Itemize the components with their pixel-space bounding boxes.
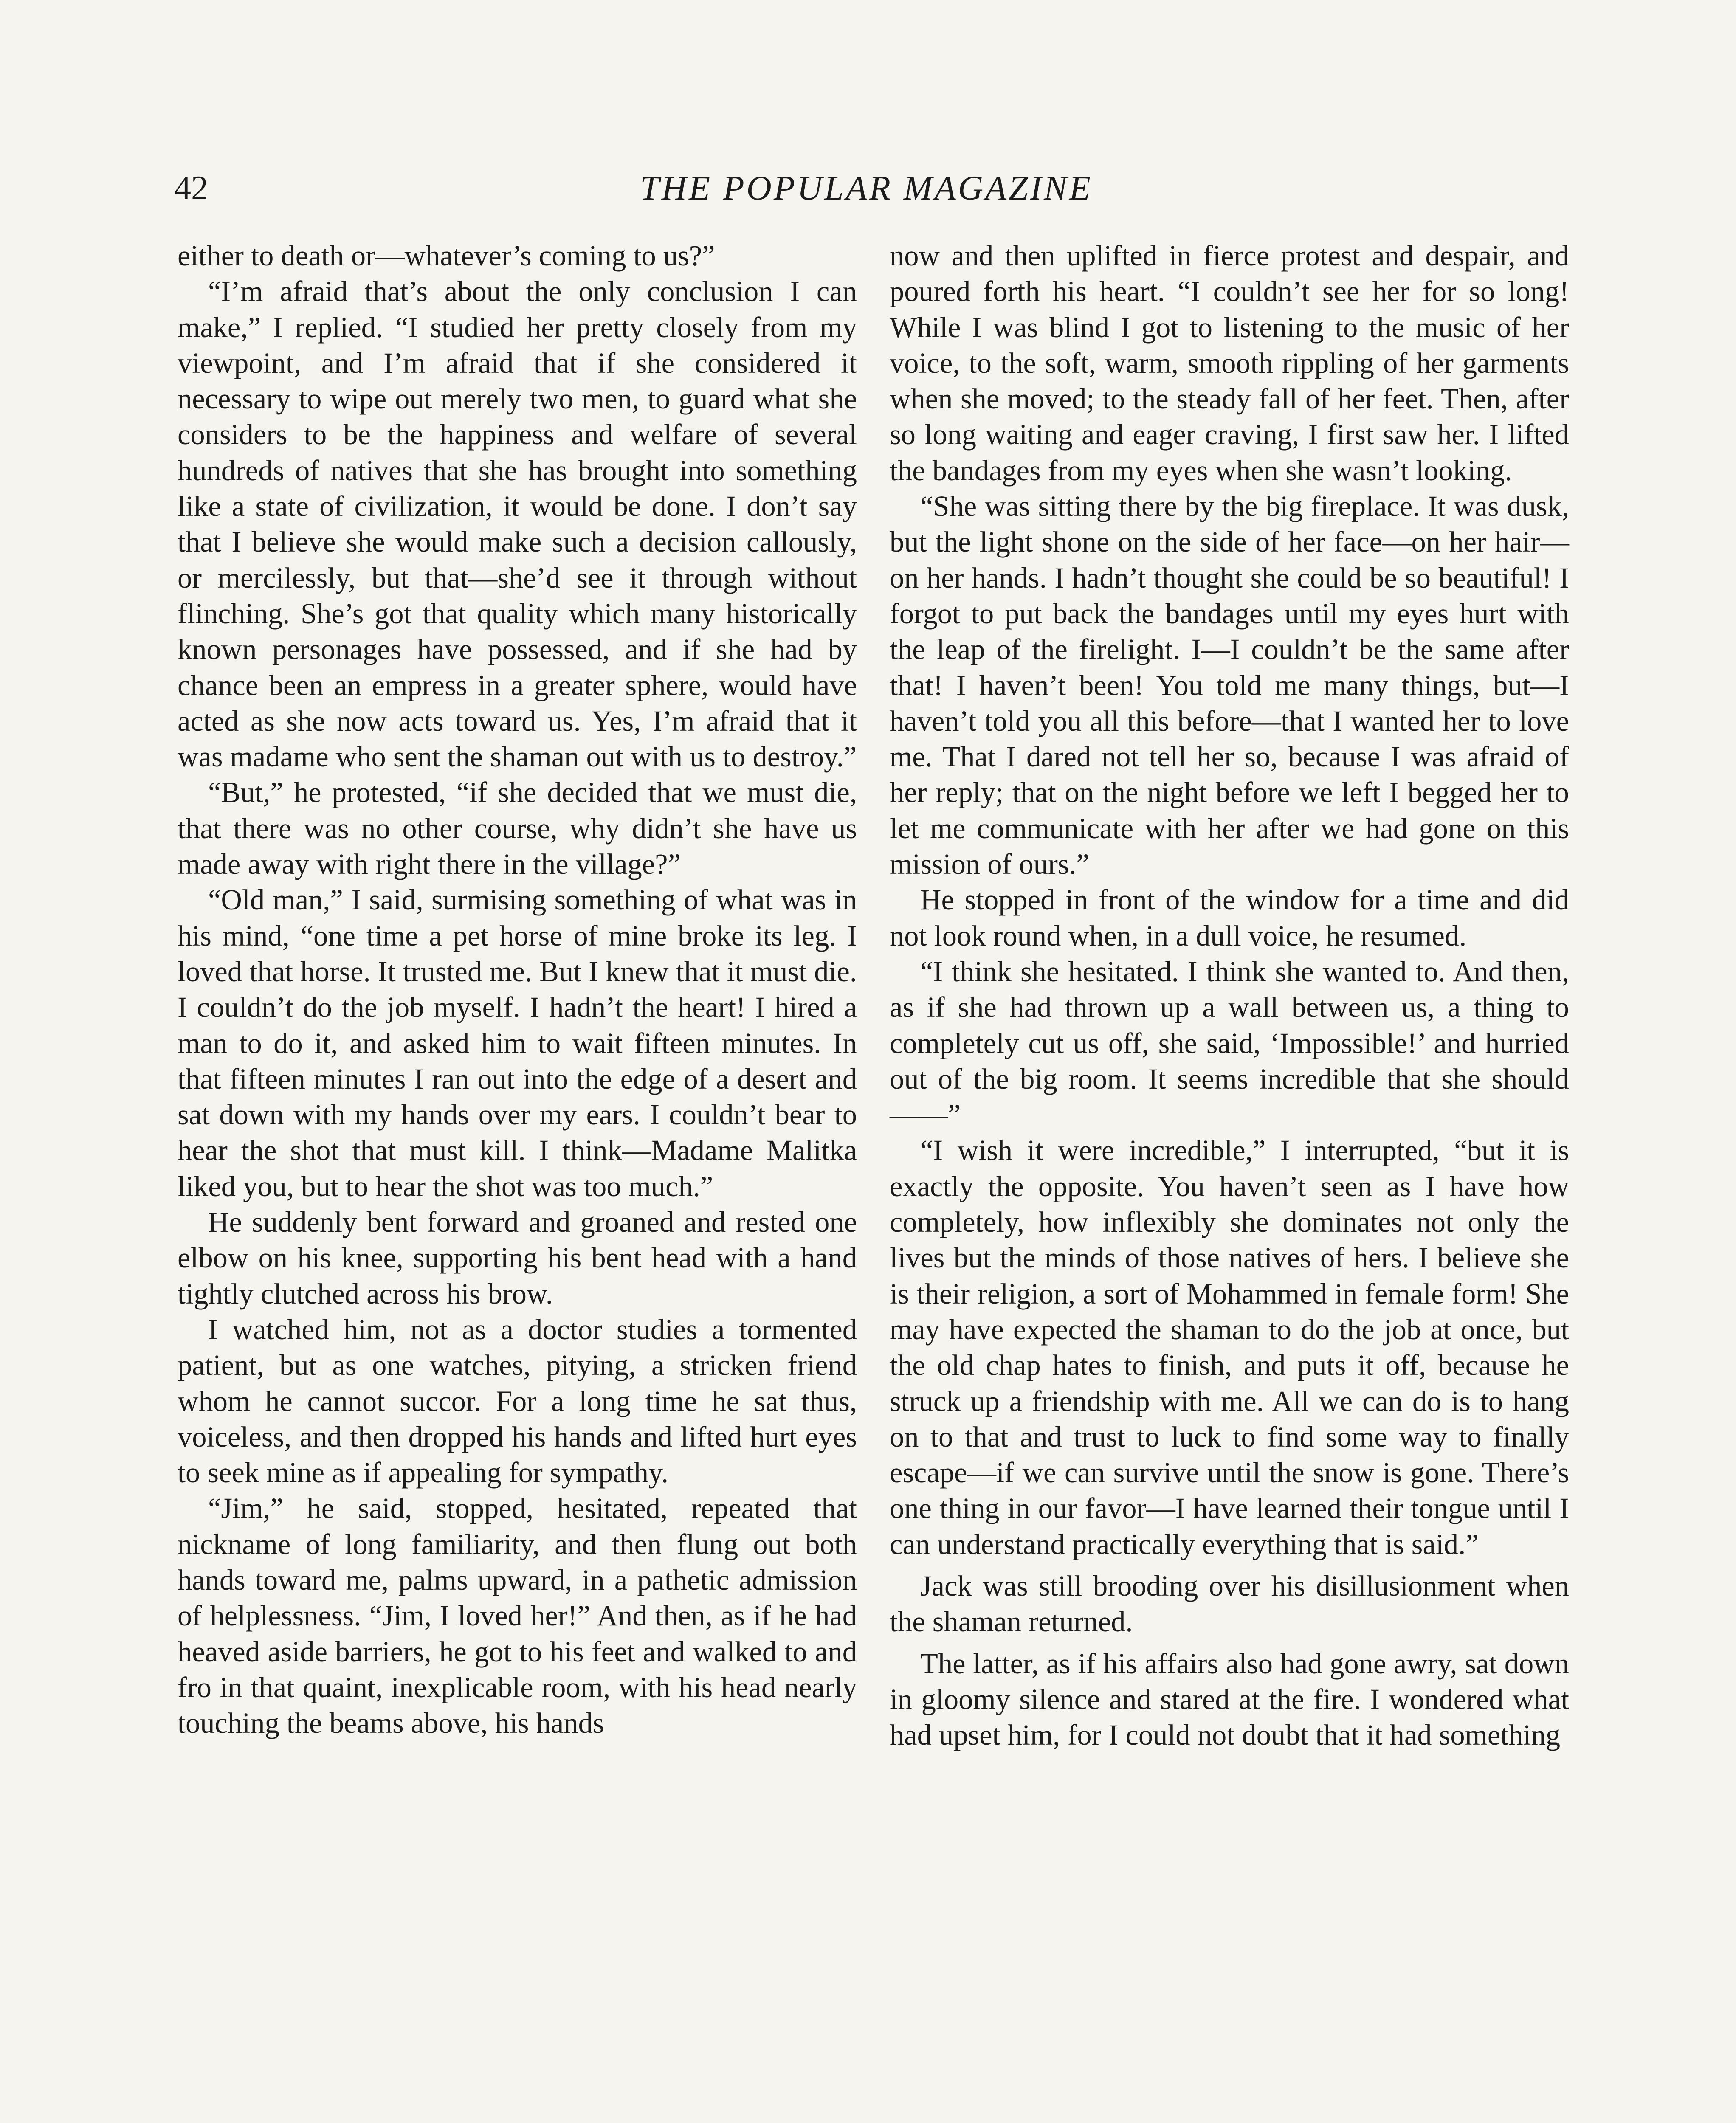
paragraph: Jack was still brooding over his disillusionment when the shaman returned. [890,1569,1569,1638]
right-column [890,238,1569,1753]
paragraph: now and then uplifted in fierce protest and despair, and poured forth his heart. “I couldn’t see her for so long! While I was blind I got to listening to the music of her voice, to the soft, warm, smooth rippling of her garments when she moved; to the steady fall of her feet. Then, after so long waiting and eager craving, I first saw her. I lifted the bandages from my eyes when she wasn’t looking. [890,239,1569,487]
paragraph: “She was sitting there by the big fireplace. It was dusk, but the light shone on the side of her face—on her hair—on her hands. I hadn’t thought she could be so beautiful! I forgot to put back the bandages until my eyes hurt with the leap of the firelight. I—I couldn’t be the same after that! I haven’t been! You told me many things, but—I haven’t told you all this before—that I wanted her to love me. That I dared not tell her so, because I was afraid of her reply; that on the night before we left I begged her to let me communicate with her after we had gone on this mission of ours.” [890,490,1569,881]
paragraph: either to death or—whatever’s coming to us?” [178,239,715,272]
page-number: 42 [174,169,208,207]
paragraph: He suddenly bent forward and groaned and rested one elbow on his knee, supporting his bent head with a hand tightly clutched across his brow. [178,1206,857,1310]
left-column [178,238,857,1741]
paragraph: “Jim,” he said, stopped, hesitated, repeated that nickname of long familiarity, and then flung out both hands toward me, palms upward, in a pathetic admission of helplessness. “Jim, I loved her!” And then, as if he had heaved aside barriers, he got to his feet and walked to and fro in that quaint, inexplicable room, with his head nearly touching the beams above, his hands [178,1492,857,1740]
paragraph: He stopped in front of the window for a time and did not look round when, in a dull voice, he resumed. [890,884,1569,952]
paragraph: “Old man,” I said, surmising something of what was in his mind, “one time a pet horse of mine broke its leg. I loved that horse. It trusted me. But I knew that it must die. I couldn’t do the job myself. I hadn’t the heart! I hired a man to do it, and asked him to wait fifteen minutes. In that fifteen minutes I ran out into the edge of a desert and sat down with my hands over my ears. I couldn’t bear to hear the shot that must kill. I think—Madame Malitka liked you, but to hear the shot was too much.” [178,884,857,1202]
magazine-title: THE POPULAR MAGAZINE [640,169,1093,207]
paragraph: “I’m afraid that’s about the only conclusion I can make,” I replied. “I studied her pretty closely from my viewpoint, and I’m afraid that if she considered it necessary to wipe out merely two men, to guard what she considers to be the happiness and welfare of several hundreds of natives that she has brought into something like a state of civilization, it would be done. I don’t say that I believe she would make such a decision callously, or mercilessly, but that—she’d see it through without flinching. She’s got that quality which many historically known personages have possessed, and if she had by chance been an empress in a greater sphere, would have acted as she now acts toward us. Yes, I’m afraid that it was madame who sent the shaman out with us to destroy.” [178,275,857,773]
page-header [174,160,1558,216]
paragraph: The latter, as if his affairs also had gone awry, sat down in gloomy silence and stared at the fire. I wondered what had upset him, for I could not doubt that it had something [890,1647,1569,1751]
paragraph: “But,” he protested, “if she decided that we must die, that there was no other course, why didn’t she have us made away with right there in the village?” [178,776,857,881]
paragraph: “I wish it were incredible,” I interrupted, “but it is exactly the opposite. You haven’t seen as I have how completely, how inflexibly she dominates not only the lives but the minds of those natives of hers. I believe she is their religion, a sort of Mohammed in female form! She may have expected the shaman to do the job at once, but the old chap hates to finish, and puts it off, because he struck up a friendship with me. All we can do is to hang on to that and trust to luck to find some way to finally escape—if we can survive until the snow is gone. There’s one thing in our favor—I have learned their tongue until I can understand practically everything that is said.” [890,1134,1569,1560]
paragraph: I watched him, not as a doctor studies a tormented patient, but as one watches, pitying, a stricken friend whom he cannot succor. For a long time he sat thus, voiceless, and then dropped his hands and lifted hurt eyes to seek mine as if appealing for sympathy. [178,1313,857,1489]
paragraph: “I think she hesitated. I think she wanted to. And then, as if she had thrown up a wall between us, a thing to completely cut us off, she said, ‘Impossible!’ and hurried out of the big room. It seems incredible that she should——” [890,955,1569,1131]
